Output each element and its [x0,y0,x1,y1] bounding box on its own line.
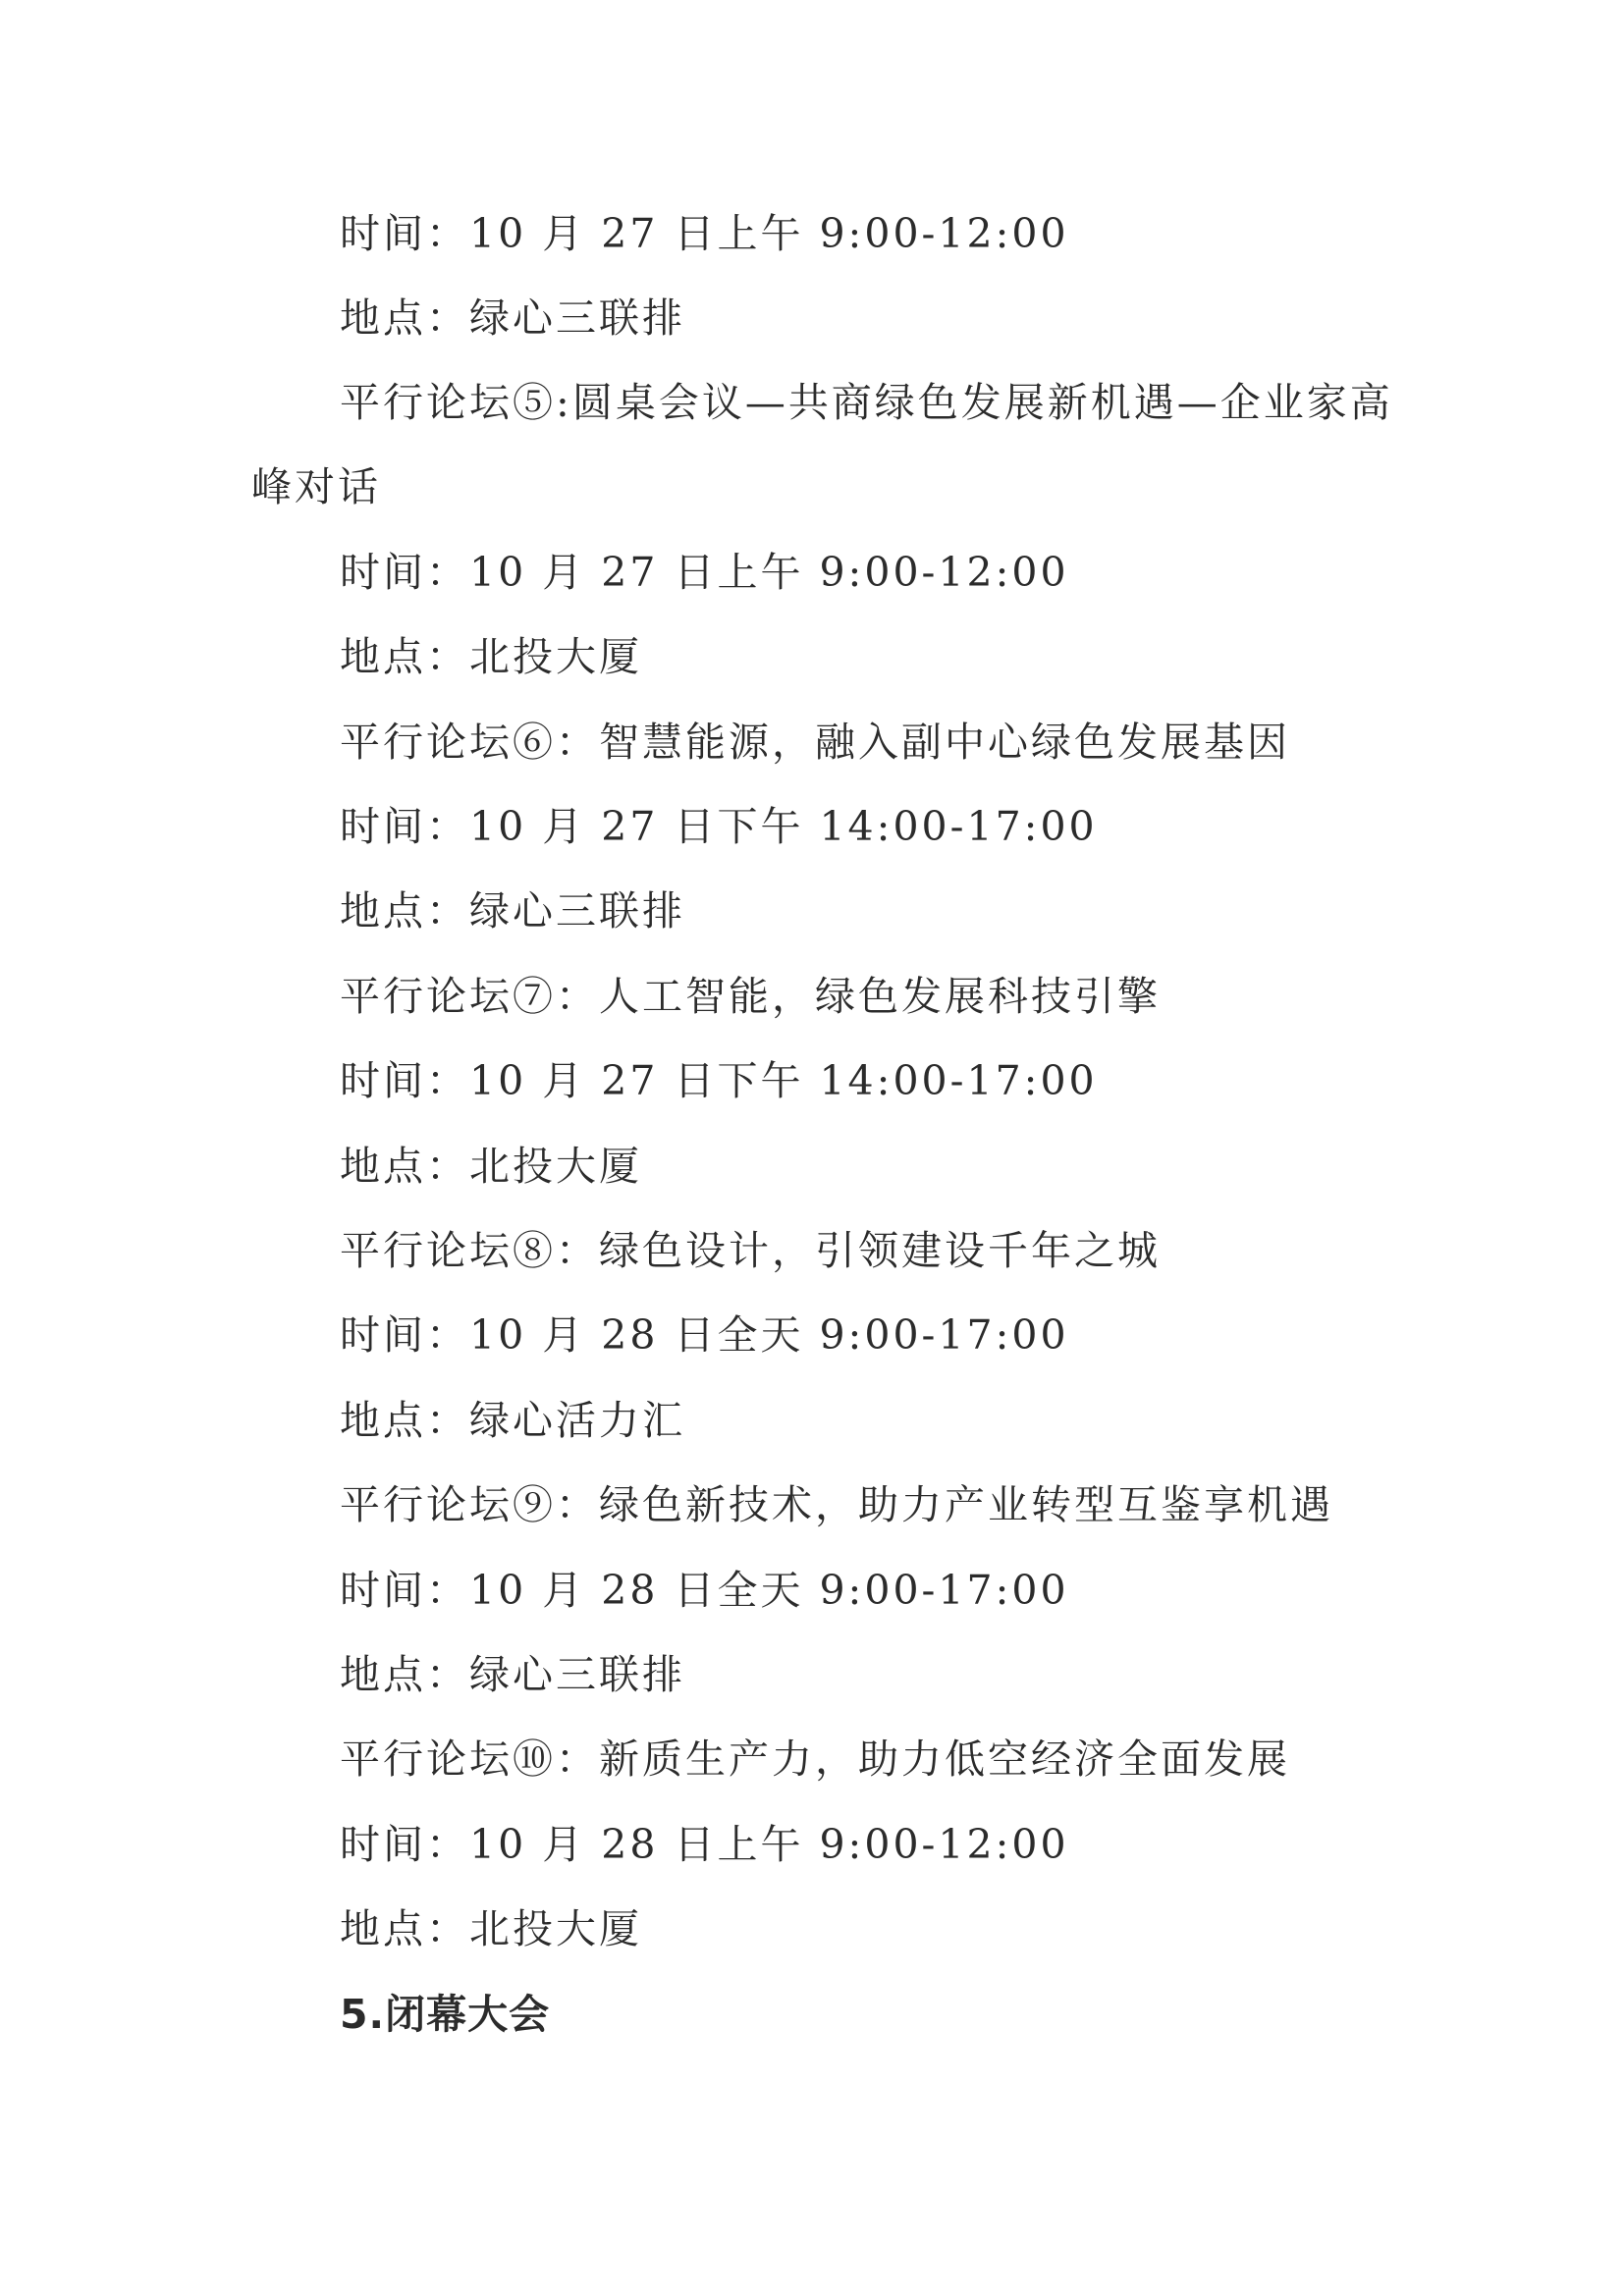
location-line: 地点：北投大厦 [340,1143,642,1190]
location-line: 地点：绿心活力汇 [340,1397,685,1444]
time-line: 时间：10 月 27 日上午 9:00-12:00 [340,549,1069,596]
time-line: 时间：10 月 28 日全天 9:00-17:00 [340,1567,1069,1614]
forum-title-continuation: 峰对话 [251,463,381,510]
forum-title: 平行论坛⑦：人工智能，绿色发展科技引擎 [340,973,1161,1020]
time-line: 时间：10 月 28 日上午 9:00-12:00 [340,1821,1069,1868]
section-heading: 5.闭幕大会 [340,1991,551,2038]
location-line: 地点：北投大厦 [340,633,642,680]
time-line: 时间：10 月 27 日上午 9:00-12:00 [340,210,1069,257]
forum-title: 平行论坛⑧：绿色设计，引领建设千年之城 [340,1227,1161,1274]
location-line: 地点：绿心三联排 [340,1651,685,1698]
time-line: 时间：10 月 27 日下午 14:00-17:00 [340,803,1098,850]
location-line: 地点：北投大厦 [340,1905,642,1952]
location-line: 地点：绿心三联排 [340,294,685,342]
forum-title: 平行论坛⑨：绿色新技术，助力产业转型互鉴享机遇 [340,1481,1333,1528]
time-line: 时间：10 月 28 日全天 9:00-17:00 [340,1311,1069,1359]
forum-title: 平行论坛⑥：智慧能源，融入副中心绿色发展基因 [340,719,1290,766]
forum-title: 平行论坛⑩：新质生产力，助力低空经济全面发展 [340,1735,1290,1783]
forum-title: 平行论坛⑤:圆桌会议—共商绿色发展新机遇—企业家高 [340,379,1393,426]
time-line: 时间：10 月 27 日下午 14:00-17:00 [340,1057,1098,1104]
location-line: 地点：绿心三联排 [340,887,685,934]
